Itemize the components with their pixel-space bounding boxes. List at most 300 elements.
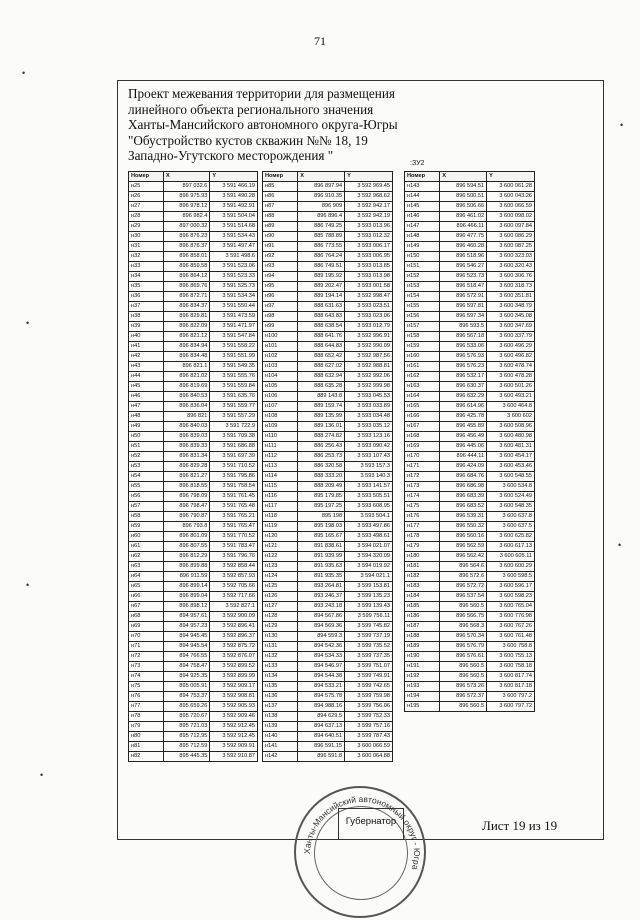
table-row xyxy=(263,422,393,432)
table-row xyxy=(129,432,258,442)
table-row xyxy=(405,362,535,372)
x-coordinate-cell: 896 834.94 xyxy=(163,342,209,352)
table-row xyxy=(263,572,393,582)
table-row xyxy=(405,592,535,602)
x-coordinate-cell: 888 333.20 xyxy=(298,472,345,482)
y-coordinate-cell: 3 600 478.28 xyxy=(487,372,535,382)
y-coordinate-cell: 3 599 742.65 xyxy=(345,682,393,692)
x-coordinate-cell: 886 773.55 xyxy=(298,242,345,252)
point-number-cell: н66 xyxy=(129,592,164,602)
y-coordinate-cell: 3 600 087.25 xyxy=(487,242,535,252)
point-number-cell: н69 xyxy=(129,622,164,632)
y-coordinate-cell: 3 591 765.47 xyxy=(210,522,258,532)
y-coordinate-cell: 3 592 987.56 xyxy=(345,352,393,362)
point-number-cell: н99 xyxy=(263,322,298,332)
x-coordinate-cell: 896 821.27 xyxy=(163,472,209,482)
x-coordinate-cell: 896 566.75 xyxy=(440,612,487,622)
point-number-cell: н169 xyxy=(405,442,440,452)
x-coordinate-cell: 896 684.76 xyxy=(440,472,487,482)
x-coordinate-cell: 896 909 xyxy=(298,202,345,212)
point-number-cell: н192 xyxy=(405,672,440,682)
column-header-x: X xyxy=(440,172,487,182)
point-number-cell: н194 xyxy=(405,692,440,702)
table-row xyxy=(263,352,393,362)
x-coordinate-cell: 896 537.54 xyxy=(440,592,487,602)
y-coordinate-cell: 3 591 550.44 xyxy=(210,302,258,312)
table-row xyxy=(263,222,393,232)
y-coordinate-cell: 3 600 454.17 xyxy=(487,452,535,462)
y-coordinate-cell: 3 593 023.51 xyxy=(345,302,393,312)
y-coordinate-cell: 3 600 098.02 xyxy=(487,212,535,222)
y-coordinate-cell: 3 592 942.17 xyxy=(345,202,393,212)
y-coordinate-cell: 3 600 767.26 xyxy=(487,622,535,632)
x-coordinate-cell: 896 564.6 xyxy=(440,562,487,572)
y-coordinate-cell: 3 591 523.33 xyxy=(210,272,258,282)
y-coordinate-cell: 3 591 709.38 xyxy=(210,432,258,442)
table-row xyxy=(263,402,393,412)
x-coordinate-cell: 896 560.5 xyxy=(440,662,487,672)
y-coordinate-cell: 3 600 602 xyxy=(487,412,535,422)
seal-center-label: Губернатор xyxy=(345,816,397,827)
x-coordinate-cell: 896 896.4 xyxy=(298,212,345,222)
table-row xyxy=(263,542,393,552)
point-number-cell: н47 xyxy=(129,402,164,412)
y-coordinate-cell: 3 599 745.82 xyxy=(345,622,393,632)
table-row xyxy=(405,442,535,452)
point-number-cell: н27 xyxy=(129,202,164,212)
point-number-cell: н129 xyxy=(263,622,298,632)
x-coordinate-cell: 896 506.66 xyxy=(440,202,487,212)
point-number-cell: н68 xyxy=(129,612,164,622)
x-coordinate-cell: 888 631.63 xyxy=(298,302,345,312)
x-coordinate-cell: 896 576.93 xyxy=(440,352,487,362)
table-row xyxy=(405,572,535,582)
table-row xyxy=(129,522,258,532)
y-coordinate-cell: 3 592 909.46 xyxy=(210,712,258,722)
x-coordinate-cell: 896 533.06 xyxy=(440,342,487,352)
x-coordinate-cell: 888 638.54 xyxy=(298,322,345,332)
point-number-cell: н172 xyxy=(405,472,440,482)
table-row xyxy=(129,492,258,502)
x-coordinate-cell: 894 945.54 xyxy=(163,642,209,652)
y-coordinate-cell: 3 599 749.91 xyxy=(345,672,393,682)
y-coordinate-cell: 3 600 776.98 xyxy=(487,612,535,622)
x-coordinate-cell: 896 572.6 xyxy=(440,572,487,582)
x-coordinate-cell: 896 840.03 xyxy=(163,422,209,432)
y-coordinate-cell: 3 591 770.52 xyxy=(210,532,258,542)
table-row xyxy=(405,522,535,532)
y-coordinate-cell: 3 592 990.09 xyxy=(345,342,393,352)
y-coordinate-cell: 3 600 351.81 xyxy=(487,292,535,302)
x-coordinate-cell: 896 834.48 xyxy=(163,352,209,362)
table-row xyxy=(405,512,535,522)
table-row xyxy=(405,352,535,362)
point-number-cell: н48 xyxy=(129,412,164,422)
y-coordinate-cell: 3 592 858.44 xyxy=(210,562,258,572)
y-coordinate-cell: 3 600 480.98 xyxy=(487,432,535,442)
x-coordinate-cell: 895 712.59 xyxy=(163,742,209,752)
y-coordinate-cell: 3 591 697.39 xyxy=(210,452,258,462)
point-number-cell: н80 xyxy=(129,732,164,742)
x-coordinate-cell: 896 562.42 xyxy=(440,552,487,562)
x-coordinate-cell: 896 568.3 xyxy=(440,622,487,632)
table-row xyxy=(263,272,393,282)
table-row xyxy=(129,362,258,372)
x-coordinate-cell: 894 544.38 xyxy=(298,672,345,682)
x-coordinate-cell: 896 560.5 xyxy=(440,672,487,682)
x-coordinate-cell: 895 721.03 xyxy=(163,722,209,732)
table-row xyxy=(405,392,535,402)
y-coordinate-cell: 3 591 796.76 xyxy=(210,552,258,562)
table-row xyxy=(263,632,393,642)
point-number-cell: н92 xyxy=(263,252,298,262)
table-row xyxy=(263,532,393,542)
y-coordinate-cell: 3 593 012.32 xyxy=(345,232,393,242)
table-row xyxy=(263,292,393,302)
y-coordinate-cell: 3 600 817.18 xyxy=(487,682,535,692)
y-coordinate-cell: 3 593 498.61 xyxy=(345,532,393,542)
point-number-cell: н152 xyxy=(405,272,440,282)
table-row xyxy=(405,312,535,322)
point-number-cell: н109 xyxy=(263,422,298,432)
y-coordinate-cell: 3 599 139.43 xyxy=(345,602,393,612)
table-row xyxy=(263,262,393,272)
table-row xyxy=(129,602,258,612)
x-coordinate-cell: 896 686.98 xyxy=(440,482,487,492)
y-coordinate-cell: 3 600 508.96 xyxy=(487,422,535,432)
x-coordinate-cell: 889 143.8 xyxy=(298,392,345,402)
point-number-cell: н115 xyxy=(263,482,298,492)
point-number-cell: н38 xyxy=(129,312,164,322)
table-row xyxy=(263,582,393,592)
point-number-cell: н77 xyxy=(129,702,164,712)
point-number-cell: н138 xyxy=(263,712,298,722)
y-coordinate-cell: 3 600 758.8 xyxy=(487,642,535,652)
y-coordinate-cell: 3 600 066.59 xyxy=(487,202,535,212)
table-row xyxy=(129,202,258,212)
y-coordinate-cell: 3 592 988.81 xyxy=(345,362,393,372)
x-coordinate-cell: 896 839.33 xyxy=(163,442,209,452)
x-coordinate-cell: 896 821.02 xyxy=(163,372,209,382)
y-coordinate-cell: 3 592 910.87 xyxy=(210,752,258,762)
x-coordinate-cell: 896 593.5 xyxy=(440,322,487,332)
point-number-cell: н63 xyxy=(129,562,164,572)
x-coordinate-cell: 896 821 xyxy=(163,412,209,422)
point-number-cell: н94 xyxy=(263,272,298,282)
coordinates-table-3 xyxy=(404,171,535,712)
y-coordinate-cell: 3 599 757.16 xyxy=(345,722,393,732)
y-coordinate-cell: 3 600 064.88 xyxy=(345,752,393,762)
table-row xyxy=(405,642,535,652)
y-coordinate-cell: 3 591 722.9 xyxy=(210,422,258,432)
point-number-cell: н114 xyxy=(263,472,298,482)
y-coordinate-cell: 3 591 795.86 xyxy=(210,472,258,482)
point-number-cell: н118 xyxy=(263,512,298,522)
title-line-1: Проект межевания территории для размещения xyxy=(128,86,395,101)
point-number-cell: н54 xyxy=(129,472,164,482)
x-coordinate-cell: 896 572.37 xyxy=(440,692,487,702)
y-coordinate-cell: 3 591 783.47 xyxy=(210,542,258,552)
table-row xyxy=(405,412,535,422)
table-row xyxy=(263,642,393,652)
point-number-cell: н50 xyxy=(129,432,164,442)
table-row xyxy=(405,262,535,272)
y-coordinate-cell: 3 600 464.8 xyxy=(487,402,535,412)
point-number-cell: н188 xyxy=(405,632,440,642)
table-row xyxy=(129,372,258,382)
x-coordinate-cell: 896 876.23 xyxy=(163,232,209,242)
margin-mark-icon: • xyxy=(620,120,624,130)
point-number-cell: н179 xyxy=(405,542,440,552)
y-coordinate-cell: 3 592 912.45 xyxy=(210,732,258,742)
x-coordinate-cell: 896 460.28 xyxy=(440,242,487,252)
y-coordinate-cell: 3 593 107.43 xyxy=(345,452,393,462)
x-coordinate-cell: 895 005.91 xyxy=(163,682,209,692)
x-coordinate-cell: 896 591.8 xyxy=(298,752,345,762)
table-row xyxy=(263,622,393,632)
x-coordinate-cell: 888 632.94 xyxy=(298,372,345,382)
point-number-cell: н72 xyxy=(129,652,164,662)
x-coordinate-cell: 894 559.3 xyxy=(298,632,345,642)
point-number-cell: н145 xyxy=(405,202,440,212)
y-coordinate-cell: 3 593 023.06 xyxy=(345,312,393,322)
x-coordinate-cell: 896 819.69 xyxy=(163,382,209,392)
x-coordinate-cell: 896 807.55 xyxy=(163,542,209,552)
table-row xyxy=(405,682,535,692)
margin-mark-icon: • xyxy=(26,318,30,328)
table-row xyxy=(405,552,535,562)
y-coordinate-cell: 3 592 896.41 xyxy=(210,622,258,632)
x-coordinate-cell: 889 135.99 xyxy=(298,412,345,422)
x-coordinate-cell: 896 836.04 xyxy=(163,402,209,412)
y-coordinate-cell: 3 592 996.91 xyxy=(345,332,393,342)
y-coordinate-cell: 3 600 337.79 xyxy=(487,332,535,342)
point-number-cell: н153 xyxy=(405,282,440,292)
table-row xyxy=(129,182,258,192)
table-row xyxy=(263,282,393,292)
x-coordinate-cell: 896 876.37 xyxy=(163,242,209,252)
table-row xyxy=(129,392,258,402)
point-number-cell: н141 xyxy=(263,742,298,752)
point-number-cell: н33 xyxy=(129,262,164,272)
point-number-cell: н123 xyxy=(263,562,298,572)
x-coordinate-cell: 896 591.15 xyxy=(298,742,345,752)
x-coordinate-cell: 894 546.97 xyxy=(298,662,345,672)
page-number: 71 xyxy=(314,34,326,48)
table-row xyxy=(263,602,393,612)
y-coordinate-cell: 3 593 157.3 xyxy=(345,462,393,472)
y-coordinate-cell: 3 592 827.1 xyxy=(210,602,258,612)
y-coordinate-cell: 3 600 066.59 xyxy=(345,742,393,752)
x-coordinate-cell: 886 749.25 xyxy=(298,222,345,232)
point-number-cell: н42 xyxy=(129,352,164,362)
table-row xyxy=(405,322,535,332)
point-number-cell: н122 xyxy=(263,552,298,562)
y-coordinate-cell: 3 600 524.49 xyxy=(487,492,535,502)
y-coordinate-cell: 3 594 021.1 xyxy=(345,572,393,582)
table-row xyxy=(263,692,393,702)
x-coordinate-cell: 885 788.89 xyxy=(298,232,345,242)
table-row xyxy=(129,582,258,592)
point-number-cell: н158 xyxy=(405,332,440,342)
y-coordinate-cell: 3 599 735.52 xyxy=(345,642,393,652)
column-header-number: Номер xyxy=(405,172,440,182)
point-number-cell: н173 xyxy=(405,482,440,492)
y-coordinate-cell: 3 591 761.45 xyxy=(210,492,258,502)
x-coordinate-cell: 896 683.52 xyxy=(440,502,487,512)
x-coordinate-cell: 896 821.1 xyxy=(163,362,209,372)
x-coordinate-cell: 896 500.51 xyxy=(440,192,487,202)
table-row xyxy=(405,332,535,342)
y-coordinate-cell: 3 600 755.13 xyxy=(487,652,535,662)
point-number-cell: н154 xyxy=(405,292,440,302)
point-number-cell: н89 xyxy=(263,222,298,232)
y-coordinate-cell: 3 599 787.43 xyxy=(345,732,393,742)
x-coordinate-cell: 888 209.49 xyxy=(298,482,345,492)
table-row xyxy=(129,732,258,742)
point-number-cell: н147 xyxy=(405,222,440,232)
table-row xyxy=(405,502,535,512)
point-number-cell: н35 xyxy=(129,282,164,292)
table-row xyxy=(263,322,393,332)
x-coordinate-cell: 889 136.01 xyxy=(298,422,345,432)
y-coordinate-cell: 3 592 717.66 xyxy=(210,592,258,602)
table-row xyxy=(405,612,535,622)
y-coordinate-cell: 3 600 478.74 xyxy=(487,362,535,372)
y-coordinate-cell: 3 600 347.69 xyxy=(487,322,535,332)
point-number-cell: н185 xyxy=(405,602,440,612)
x-coordinate-cell: 896 859.58 xyxy=(163,262,209,272)
x-coordinate-cell: 896 898.12 xyxy=(163,602,209,612)
x-coordinate-cell: 896 466.11 xyxy=(440,222,487,232)
point-number-cell: н182 xyxy=(405,572,440,582)
point-number-cell: н183 xyxy=(405,582,440,592)
x-coordinate-cell: 896 899.88 xyxy=(163,562,209,572)
point-number-cell: н178 xyxy=(405,532,440,542)
y-coordinate-cell: 3 599 135.23 xyxy=(345,592,393,602)
point-number-cell: н117 xyxy=(263,502,298,512)
y-coordinate-cell: 3 593 497.86 xyxy=(345,522,393,532)
y-coordinate-cell: 3 600 501.26 xyxy=(487,382,535,392)
point-number-cell: н52 xyxy=(129,452,164,462)
x-coordinate-cell: 896 532.17 xyxy=(440,372,487,382)
x-coordinate-cell: 896 790.87 xyxy=(163,512,209,522)
y-coordinate-cell: 3 600 596.17 xyxy=(487,582,535,592)
table-row xyxy=(129,332,258,342)
table-row xyxy=(129,612,258,622)
point-number-cell: н174 xyxy=(405,492,440,502)
point-number-cell: н34 xyxy=(129,272,164,282)
y-coordinate-cell: 3 600 043.26 xyxy=(487,192,535,202)
table-row xyxy=(405,342,535,352)
table-row xyxy=(263,462,393,472)
point-number-cell: н148 xyxy=(405,232,440,242)
y-coordinate-cell: 3 600 758.18 xyxy=(487,662,535,672)
column-header-y: Y xyxy=(210,172,258,182)
x-coordinate-cell: 894 758.47 xyxy=(163,662,209,672)
y-coordinate-cell: 3 600 625.82 xyxy=(487,532,535,542)
column-header-y: Y xyxy=(487,172,535,182)
point-number-cell: н133 xyxy=(263,662,298,672)
point-number-cell: н180 xyxy=(405,552,440,562)
y-coordinate-cell: 3 600 605.11 xyxy=(487,552,535,562)
y-coordinate-cell: 3 591 557.29 xyxy=(210,412,258,422)
y-coordinate-cell: 3 593 140.3 xyxy=(345,472,393,482)
table-row xyxy=(263,662,393,672)
point-number-cell: н195 xyxy=(405,702,440,712)
x-coordinate-cell: 896 630.37 xyxy=(440,382,487,392)
point-number-cell: н100 xyxy=(263,332,298,342)
margin-mark-icon: • xyxy=(618,540,622,550)
column-header-x: X xyxy=(298,172,345,182)
point-number-cell: н189 xyxy=(405,642,440,652)
x-coordinate-cell: 896 910.35 xyxy=(298,192,345,202)
point-number-cell: н103 xyxy=(263,362,298,372)
table-row xyxy=(405,452,535,462)
y-coordinate-cell: 3 593 505.51 xyxy=(345,492,393,502)
table-row xyxy=(405,672,535,682)
table-row xyxy=(405,202,535,212)
y-coordinate-cell: 3 591 758.54 xyxy=(210,482,258,492)
table-row xyxy=(405,372,535,382)
table-row xyxy=(129,302,258,312)
y-coordinate-cell: 3 593 035.12 xyxy=(345,422,393,432)
y-coordinate-cell: 3 600 637.8 xyxy=(487,512,535,522)
x-coordinate-cell: 896 614.96 xyxy=(440,402,487,412)
table-row xyxy=(405,212,535,222)
point-number-cell: н149 xyxy=(405,242,440,252)
table-row xyxy=(129,512,258,522)
y-coordinate-cell: 3 592 909.17 xyxy=(210,682,258,692)
point-number-cell: н139 xyxy=(263,722,298,732)
point-number-cell: н159 xyxy=(405,342,440,352)
y-coordinate-cell: 3 600 598.5 xyxy=(487,572,535,582)
x-coordinate-cell: 888 652.42 xyxy=(298,352,345,362)
point-number-cell: н134 xyxy=(263,672,298,682)
point-number-cell: н44 xyxy=(129,372,164,382)
x-coordinate-cell: 896 821.12 xyxy=(163,332,209,342)
y-coordinate-cell: 3 591 534.43 xyxy=(210,232,258,242)
point-number-cell: н64 xyxy=(129,572,164,582)
point-number-cell: н58 xyxy=(129,512,164,522)
table-row xyxy=(405,422,535,432)
point-number-cell: н130 xyxy=(263,632,298,642)
x-coordinate-cell: 893 243.18 xyxy=(298,602,345,612)
point-number-cell: н155 xyxy=(405,302,440,312)
point-number-cell: н110 xyxy=(263,432,298,442)
y-coordinate-cell: 3 600 061.28 xyxy=(487,182,535,192)
table-row xyxy=(263,442,393,452)
margin-mark-icon: • xyxy=(40,770,44,780)
y-coordinate-cell: 3 592 999.98 xyxy=(345,382,393,392)
y-coordinate-cell: 3 591 559.77 xyxy=(210,402,258,412)
x-coordinate-cell: 896 424.09 xyxy=(440,462,487,472)
point-number-cell: н45 xyxy=(129,382,164,392)
table-row xyxy=(129,652,258,662)
title-line-3: Ханты-Мансийского автономного округа-Югры xyxy=(128,117,398,133)
x-coordinate-cell: 889 159.74 xyxy=(298,402,345,412)
y-coordinate-cell: 3 600 348.79 xyxy=(487,302,535,312)
x-coordinate-cell: 889 202.47 xyxy=(298,282,345,292)
title-line-5: Западно-Угутского месторождения " xyxy=(128,148,334,164)
x-coordinate-cell: 896 576.61 xyxy=(440,652,487,662)
x-coordinate-cell: 888 643.83 xyxy=(298,312,345,322)
point-number-cell: н132 xyxy=(263,652,298,662)
point-number-cell: н127 xyxy=(263,602,298,612)
table-row xyxy=(129,312,258,322)
x-coordinate-cell: 896 683.39 xyxy=(440,492,487,502)
table-row xyxy=(129,642,258,652)
